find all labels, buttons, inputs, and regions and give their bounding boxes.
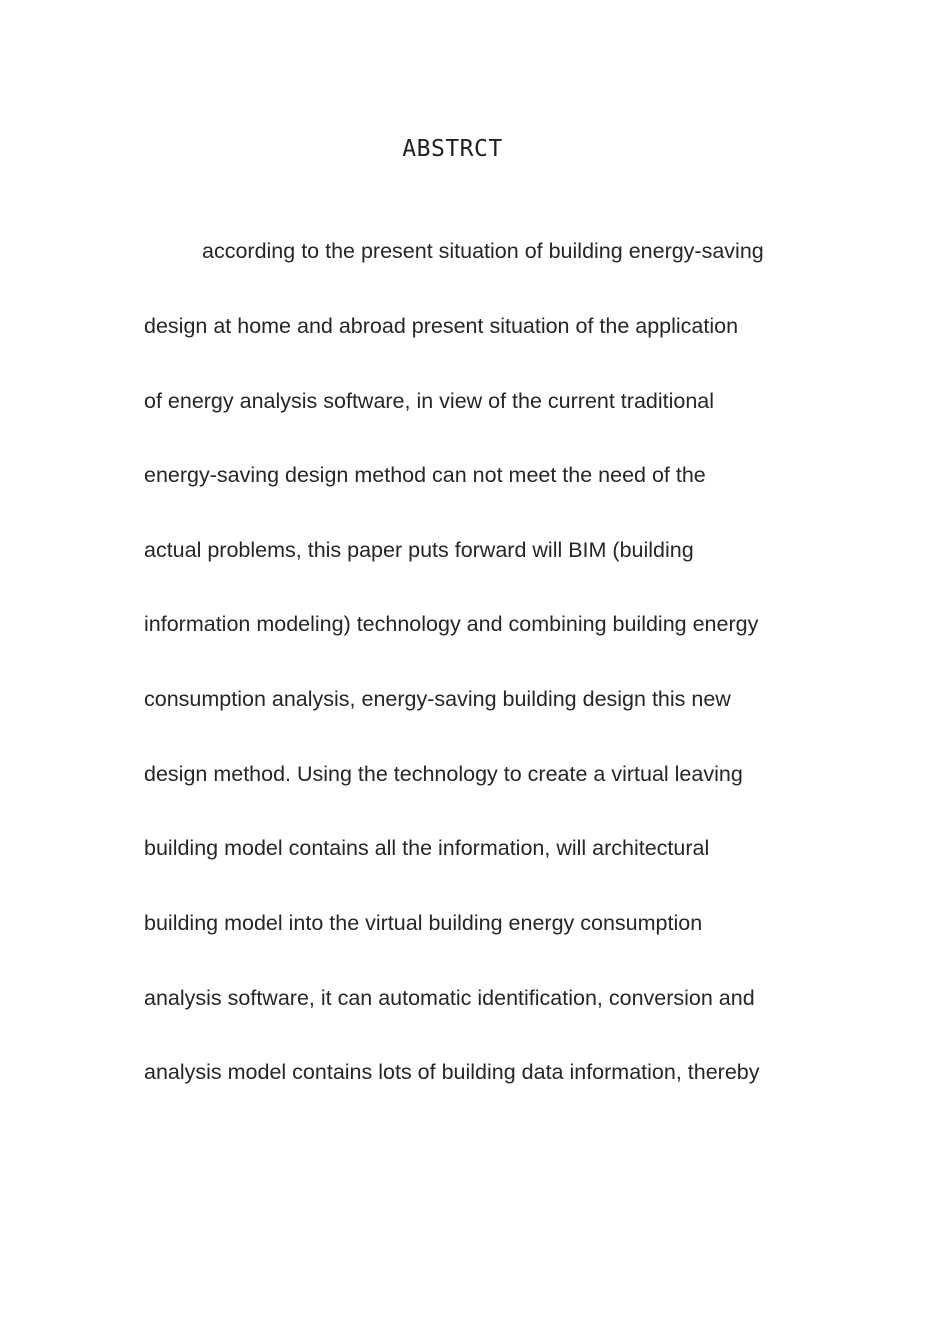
paragraph-line: building model contains all the information, will architectural xyxy=(144,836,710,860)
paragraph-line: actual problems, this paper puts forward will BIM (building xyxy=(144,538,694,562)
abstract-title: ABSTRCT xyxy=(402,136,503,162)
paragraph-line: consumption analysis, energy-saving building design this new xyxy=(144,687,731,711)
paragraph-line: according to the present situation of building energy-saving xyxy=(202,239,764,263)
paragraph-line: design at home and abroad present situation of the application xyxy=(144,314,739,338)
paragraph-line: energy-saving design method can not meet the need of the xyxy=(144,463,706,487)
paragraph-line: analysis model contains lots of building data information, thereby xyxy=(144,1060,760,1084)
paragraph-line: analysis software, it can automatic identification, conversion and xyxy=(144,986,755,1010)
paragraph-line: building model into the virtual building energy consumption xyxy=(144,911,703,935)
paragraph-line: design method. Using the technology to create a virtual leaving xyxy=(144,762,743,786)
paragraph-line: of energy analysis software, in view of the current traditional xyxy=(144,389,715,413)
paragraph-line: information modeling) technology and combining building energy xyxy=(144,612,759,636)
